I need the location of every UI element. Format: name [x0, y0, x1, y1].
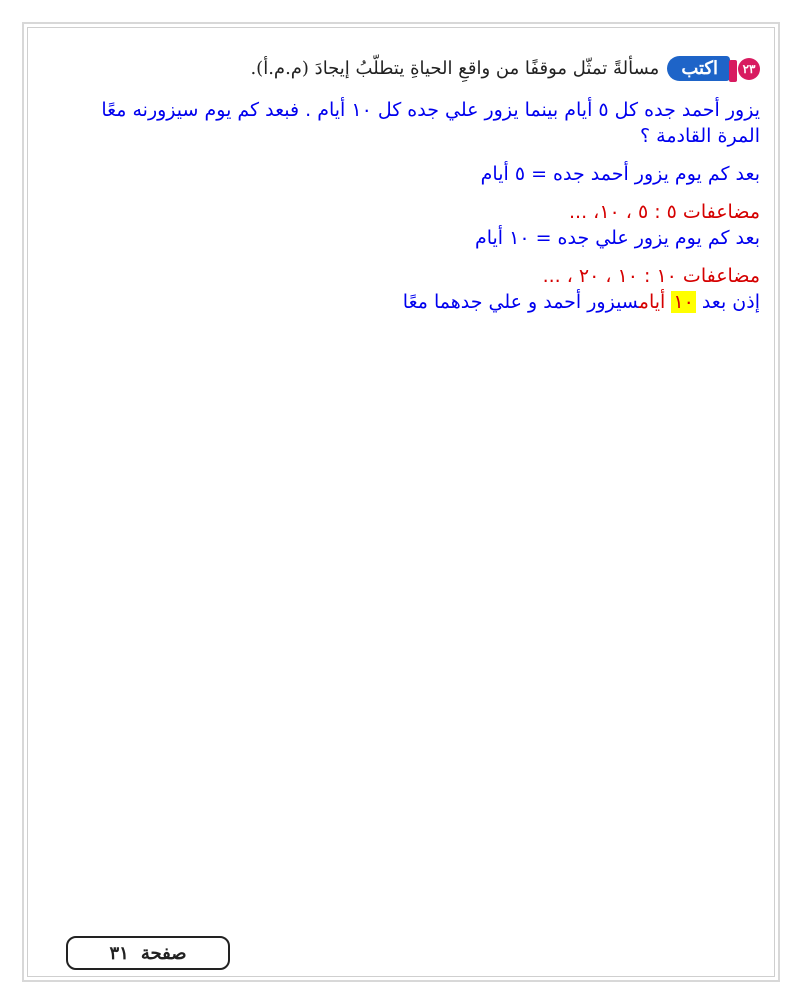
multiples-10-values: ١٠ ، ٢٠ ، ...: [542, 265, 638, 287]
answer-area: [40, 97, 760, 315]
question-ahmed: بعد كم يوم يزور أحمد جده = ٥ أيام: [480, 163, 760, 185]
answer-number-highlight: ١٠: [673, 291, 694, 313]
page-label: صفحة: [140, 942, 187, 964]
answer-unit: أيام: [638, 291, 666, 313]
exercise-header: [40, 56, 760, 81]
answer-suffix: سيزور أحمد و علي جدهما معًا: [402, 291, 639, 313]
worksheet-content: [40, 56, 760, 315]
answer-prefix: إذن بعد: [701, 291, 760, 313]
page-number-box: [66, 936, 230, 970]
problem-line-1: يزور أحمد جده كل ٥ أيام بينما يزور علي جده كل ١٠ أيام . فبعد كم يوم سيزورنه معًا: [101, 99, 760, 121]
exercise-prompt: مسألةً تمثّل موقفًا من واقعِ الحياةِ يتطلّبُ إيجادَ (م.م.أ).: [250, 58, 660, 79]
final-answer: [40, 289, 760, 315]
question-ali: بعد كم يوم يزور علي جده = ١٠ أيام: [474, 227, 760, 249]
page-number: ٣١: [109, 942, 129, 964]
question-number-badge: ٢٣: [738, 58, 760, 80]
multiples-5-label: مضاعفات ٥ :: [654, 201, 760, 223]
multiples-5-values: ٥ ، ١٠، ...: [569, 201, 649, 223]
problem-line-2: المرة القادمة ؟: [640, 125, 760, 147]
write-badge: اكتب: [667, 56, 730, 81]
multiples-10-label: مضاعفات ١٠ :: [644, 265, 760, 287]
multiples-of-10: [40, 263, 760, 289]
multiples-of-5: [40, 199, 760, 225]
